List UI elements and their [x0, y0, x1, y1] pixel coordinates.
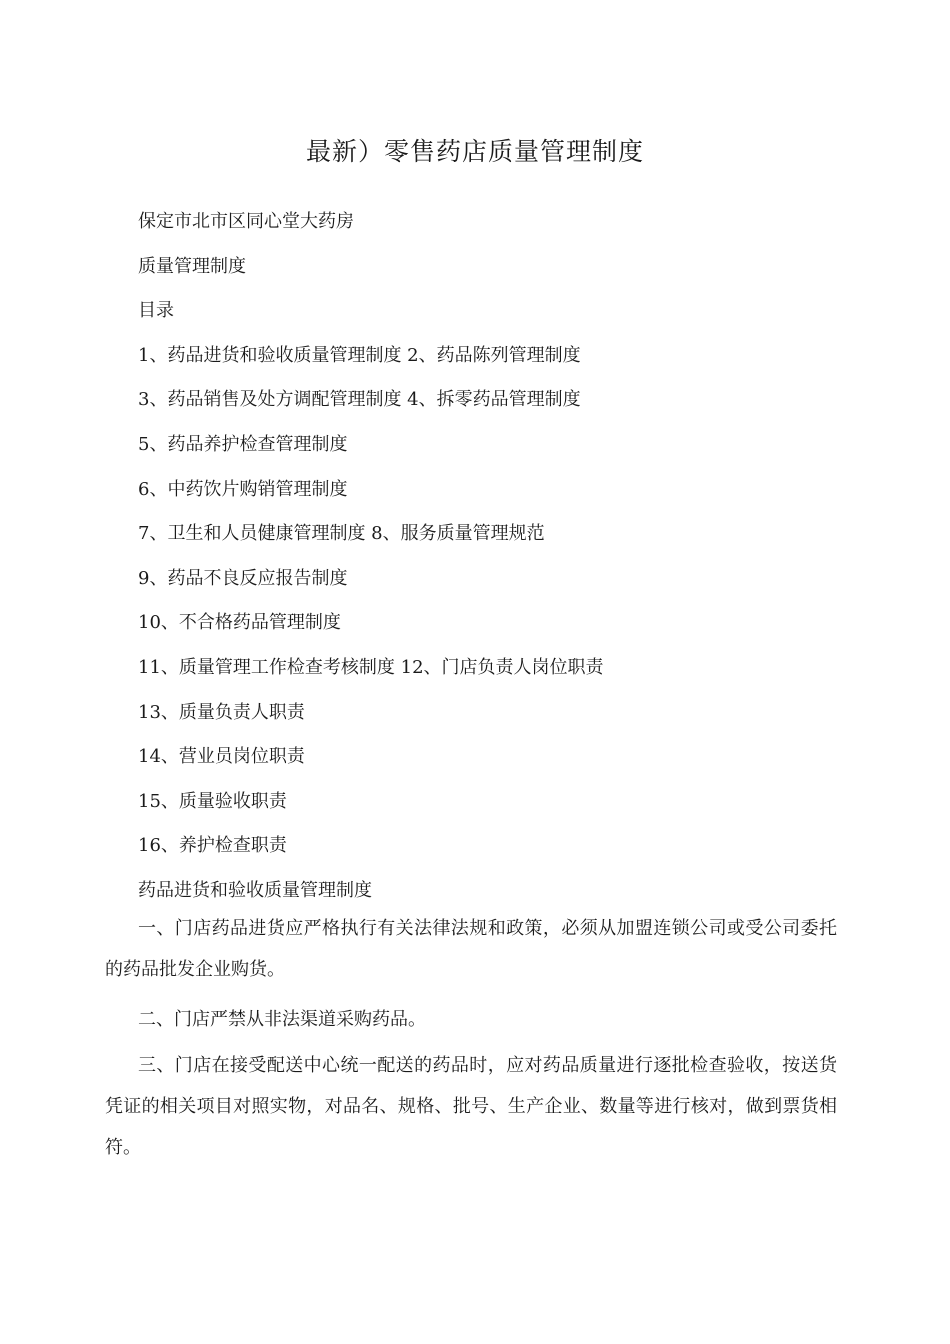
toc-item: 11、质量管理工作检查考核制度 12、门店负责人岗位职责	[138, 656, 604, 678]
body-paragraph: 三、门店在接受配送中心统一配送的药品时，应对药品质量进行逐批检查验收，按送货凭证的相关项目对照实物，对品名、规格、批号、生产企业、数量等进行核对，做到票货相符。	[105, 1055, 837, 1158]
toc-item: 3、药品销售及处方调配管理制度 4、拆零药品管理制度	[138, 389, 581, 411]
document-body	[138, 200, 838, 914]
section-heading: 质量管理制度	[138, 255, 246, 277]
toc-item: 15、质量验收职责	[138, 790, 287, 812]
toc-item: 5、药品养护检查管理制度	[138, 433, 348, 455]
toc-item: 13、质量负责人职责	[138, 701, 305, 723]
toc-item: 10、不合格药品管理制度	[138, 612, 341, 634]
chapter-heading: 药品进货和验收质量管理制度	[138, 879, 372, 901]
toc-item: 16、养护检查职责	[138, 835, 287, 857]
toc-item: 9、药品不良反应报告制度	[138, 567, 348, 589]
toc-item: 7、卫生和人员健康管理制度 8、服务质量管理规范	[138, 523, 545, 545]
toc-item: 14、营业员岗位职责	[138, 746, 305, 768]
document-title: 最新）零售药店质量管理制度	[305, 137, 644, 166]
body-paragraph: 一、门店药品进货应严格执行有关法律法规和政策，必须从加盟连锁公司或受公司委托的药品批发企业购货。	[105, 918, 837, 980]
toc-item: 6、中药饮片购销管理制度	[138, 478, 348, 500]
toc-heading: 目录	[138, 300, 174, 322]
body-paragraph: 二、门店严禁从非法渠道采购药品。	[138, 1009, 426, 1030]
pharmacy-name: 保定市北市区同心堂大药房	[138, 211, 354, 232]
toc-item: 1、药品进货和验收质量管理制度 2、药品陈列管理制度	[138, 344, 581, 366]
